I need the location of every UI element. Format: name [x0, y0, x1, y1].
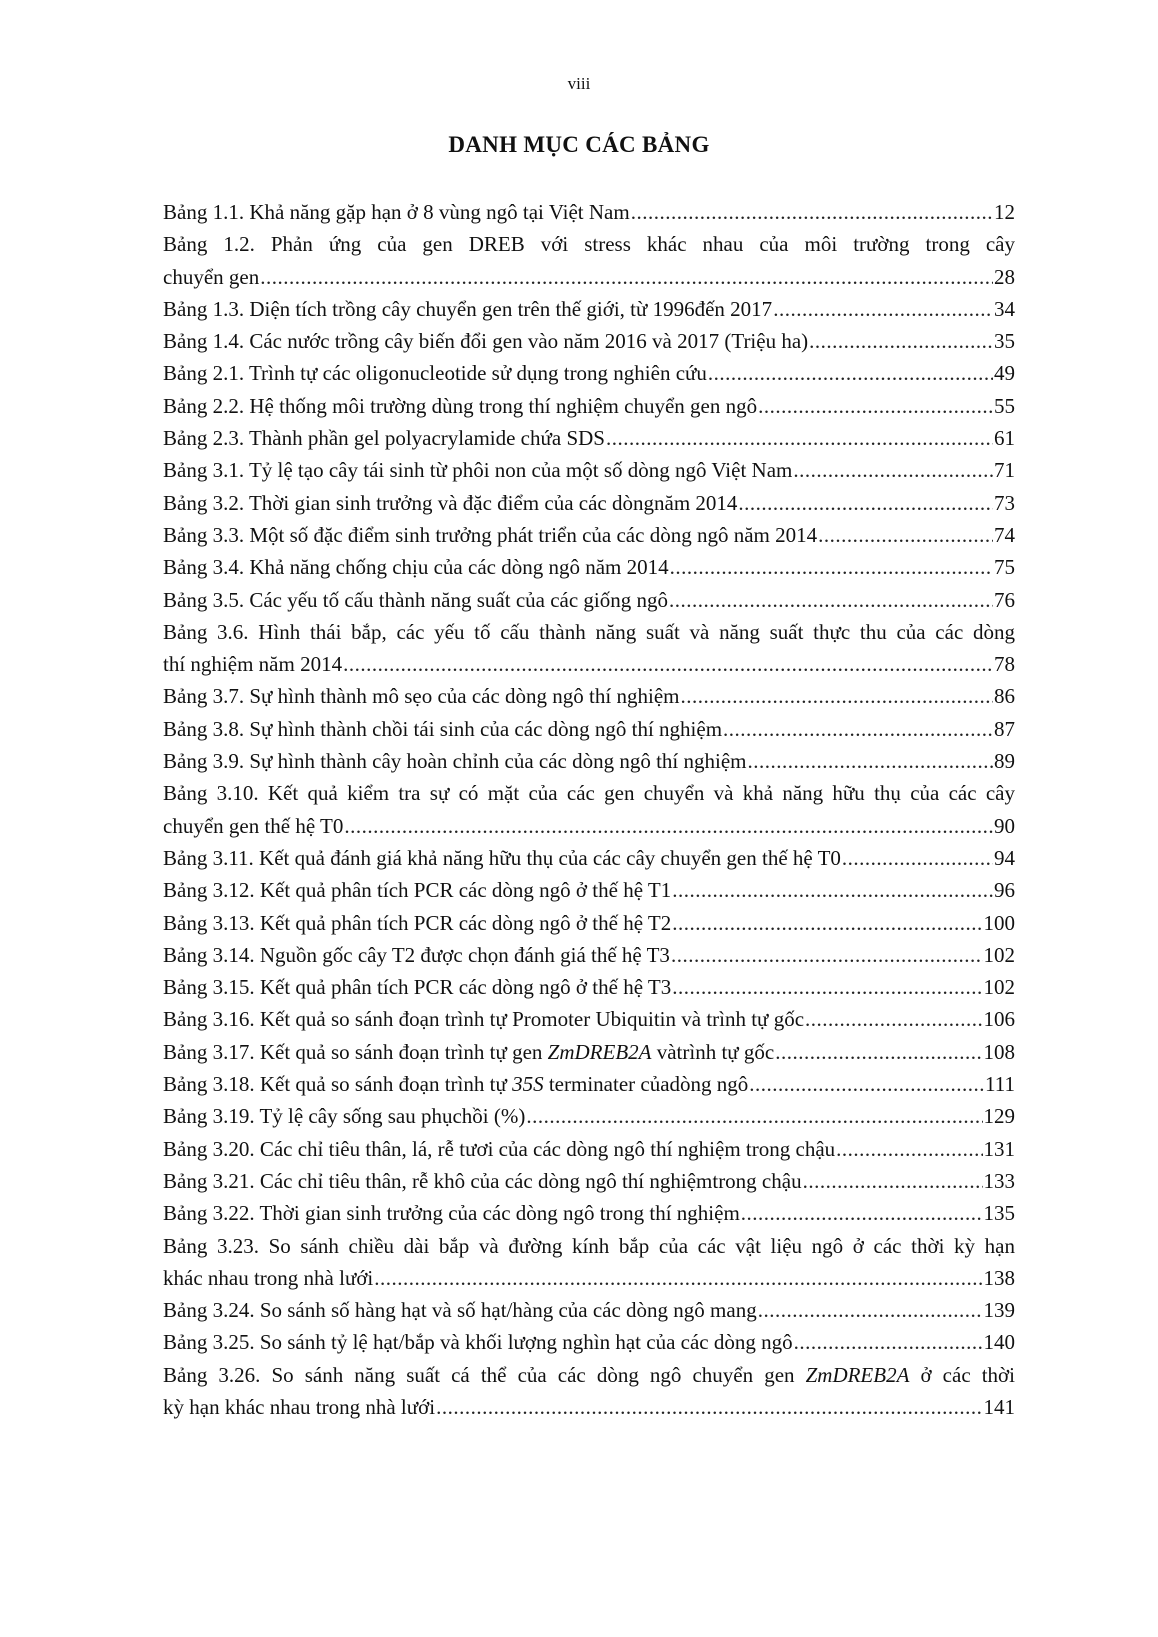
entry-title-cont: chuyển gen thế hệ T0 [163, 813, 344, 838]
toc-entry[interactable] [163, 680, 1015, 712]
leader-dots [741, 1197, 983, 1229]
entry-title: Bảng 3.2. Thời gian sinh trưởng và đặc điểm của các dòngnăm 2014 [163, 490, 738, 515]
gene-name: 35S [512, 1072, 544, 1097]
entry-page: 129 [983, 1104, 1015, 1129]
entry-page: 87 [994, 716, 1015, 741]
leader-dots [809, 325, 993, 357]
leader-dots [738, 487, 993, 519]
entry-page: 90 [994, 813, 1015, 838]
entry-page: 55 [994, 393, 1015, 418]
leader-dots [526, 1100, 982, 1132]
toc-entry[interactable] [163, 1036, 1015, 1068]
entry-title-cont: chuyển gen [163, 264, 260, 289]
entry-title: Bảng 3.15. Kết quả phân tích PCR các dòng ngô ở thế hệ T3 [163, 975, 672, 1000]
gene-name: ZmDREB2A [805, 1362, 910, 1387]
page-title: DANH MỤC CÁC BẢNG [448, 132, 710, 157]
toc-entry[interactable] [163, 1003, 1015, 1035]
entry-title [163, 1359, 1015, 1391]
entry-title: Bảng 3.20. Các chỉ tiêu thân, lá, rễ tươi của các dòng ngô thí nghiệm trong chậu [163, 1136, 836, 1161]
toc-entry[interactable] [163, 487, 1015, 519]
entry-page: 75 [994, 555, 1015, 580]
entry-title-cont: khác nhau trong nhà lưới [163, 1265, 374, 1290]
leader-dots [773, 293, 993, 325]
entry-page: 49 [994, 361, 1015, 386]
toc-entry[interactable] [163, 1197, 1015, 1229]
leader-dots [671, 939, 983, 971]
entry-title [163, 1068, 748, 1100]
leader-dots [842, 842, 993, 874]
toc-entry[interactable] [163, 939, 1015, 971]
leader-dots [775, 1036, 982, 1068]
entry-title: Bảng 3.23. So sánh chiều dài bắp và đường kính bắp của các vật liệu ngô ở các thời kỳ hạn [163, 1233, 1015, 1258]
entry-page: 100 [983, 910, 1015, 935]
entry-title: Bảng 3.24. So sánh số hàng hạt và số hạt/hàng của các dòng ngô mang [163, 1298, 757, 1323]
leader-dots [669, 584, 993, 616]
leader-dots [818, 519, 993, 551]
leader-dots [343, 648, 993, 680]
entry-title [163, 1036, 774, 1068]
toc-entry[interactable] [163, 842, 1015, 874]
leader-dots [672, 874, 993, 906]
toc-entry[interactable] [163, 357, 1015, 389]
leader-dots [793, 454, 993, 486]
entry-title: Bảng 3.13. Kết quả phân tích PCR các dòng ngô ở thế hệ T2 [163, 910, 672, 935]
leader-dots [260, 261, 993, 293]
gene-name: ZmDREB2A [547, 1039, 652, 1064]
entry-page: 78 [994, 652, 1015, 677]
entry-page: 76 [994, 587, 1015, 612]
toc-entry[interactable] [163, 616, 1015, 681]
toc-entry[interactable] [163, 1100, 1015, 1132]
entry-page: 61 [994, 426, 1015, 451]
leader-dots [794, 1326, 983, 1358]
entry-title-part: ở các thời [909, 1362, 1015, 1387]
entry-title: Bảng 1.1. Khả năng gặp hạn ở 8 vùng ngô tại Việt Nam [163, 200, 630, 224]
leader-dots [436, 1391, 982, 1423]
table-list [163, 196, 1015, 1423]
entry-page: 102 [983, 942, 1015, 967]
entry-title: Bảng 3.4. Khả năng chống chịu của các dòng ngô năm 2014 [163, 555, 669, 580]
toc-entry[interactable] [163, 454, 1015, 486]
entry-page: 12 [994, 200, 1015, 224]
toc-entry[interactable] [163, 551, 1015, 583]
leader-dots [344, 810, 993, 842]
entry-page: 140 [983, 1330, 1015, 1355]
entry-title: Bảng 3.21. Các chỉ tiêu thân, rễ khô của các dòng ngô thí nghiệmtrong chậu [163, 1168, 802, 1193]
entry-page: 135 [983, 1201, 1015, 1226]
page-number: viii [567, 74, 591, 93]
entry-page: 74 [994, 522, 1015, 547]
toc-entry[interactable] [163, 971, 1015, 1003]
toc-entry[interactable] [163, 422, 1015, 454]
leader-dots [374, 1262, 982, 1294]
toc-entry[interactable] [163, 874, 1015, 906]
toc-entry[interactable] [163, 1230, 1015, 1295]
entry-title: Bảng 3.6. Hình thái bắp, các yếu tố cấu thành năng suất và năng suất thực thu của các dòng [163, 619, 1015, 644]
entry-title: Bảng 3.16. Kết quả so sánh đoạn trình tự Promoter Ubiquitin và trình tự gốc [163, 1007, 805, 1032]
toc-entry[interactable] [163, 1068, 1015, 1100]
entry-title: Bảng 1.3. Diện tích trồng cây chuyển gen trên thế giới, từ 1996đến 2017 [163, 296, 773, 321]
leader-dots [749, 1068, 984, 1100]
entry-page: 133 [983, 1168, 1015, 1193]
toc-entry[interactable] [163, 1133, 1015, 1165]
entry-title: Bảng 3.7. Sự hình thành mô sẹo của các dòng ngô thí nghiệm [163, 684, 680, 709]
leader-dots [748, 745, 993, 777]
entry-title: Bảng 3.25. So sánh tỷ lệ hạt/bắp và khối lượng nghìn hạt của các dòng ngô [163, 1330, 793, 1355]
entry-page: 34 [994, 296, 1015, 321]
entry-page: 106 [983, 1007, 1015, 1032]
entry-title: Bảng 3.22. Thời gian sinh trưởng của các dòng ngô trong thí nghiệm [163, 1201, 740, 1226]
toc-entry[interactable] [163, 325, 1015, 357]
leader-dots [805, 1003, 982, 1035]
leader-dots [758, 390, 993, 422]
entry-page: 28 [994, 264, 1015, 289]
entry-title: Bảng 3.10. Kết quả kiểm tra sự có mặt của các gen chuyển và khả năng hữu thụ của các cây [163, 781, 1015, 806]
entry-page: 73 [994, 490, 1015, 515]
leader-dots [672, 907, 982, 939]
leader-dots [803, 1165, 983, 1197]
toc-entry[interactable] [163, 519, 1015, 551]
entry-title-cont: thí nghiệm năm 2014 [163, 652, 343, 677]
toc-entry[interactable] [163, 907, 1015, 939]
entry-title-part: Bảng 3.26. So sánh năng suất cá thể của các dòng ngô chuyển gen [163, 1362, 806, 1387]
toc-entry[interactable] [163, 228, 1015, 293]
entry-title: Bảng 2.3. Thành phần gel polyacrylamide chứa SDS [163, 426, 605, 451]
entry-title: Bảng 3.9. Sự hình thành cây hoàn chỉnh của các dòng ngô thí nghiệm [163, 749, 747, 774]
leader-dots [708, 357, 993, 389]
entry-title: Bảng 3.11. Kết quả đánh giá khả năng hữu thụ của các cây chuyển gen thế hệ T0 [163, 845, 841, 870]
entry-title: Bảng 3.3. Một số đặc điểm sinh trưởng phát triển của các dòng ngô năm 2014 [163, 522, 818, 547]
toc-entry[interactable] [163, 1326, 1015, 1358]
entry-title: Bảng 1.4. Các nước trồng cây biến đổi gen vào năm 2016 và 2017 (Triệu ha) [163, 329, 809, 354]
toc-entry[interactable] [163, 390, 1015, 422]
entry-page: 71 [994, 458, 1015, 483]
entry-title: Bảng 1.2. Phản ứng của gen DREB với stress khác nhau của môi trường trong cây [163, 232, 1015, 257]
entry-title-part: Bảng 3.17. Kết quả so sánh đoạn trình tự gen [163, 1039, 548, 1064]
entry-title: Bảng 3.1. Tỷ lệ tạo cây tái sinh từ phôi non của một số dòng ngô Việt Nam [163, 458, 793, 483]
entry-page: 89 [994, 749, 1015, 774]
entry-page: 131 [983, 1136, 1015, 1161]
entry-title-part: vàtrình tự gốc [651, 1039, 775, 1064]
leader-dots [631, 196, 993, 228]
entry-title: Bảng 2.1. Trình tự các oligonucleotide sử dụng trong nghiên cứu [163, 361, 707, 386]
entry-title: Bảng 3.14. Nguồn gốc cây T2 được chọn đánh giá thế hệ T3 [163, 942, 670, 967]
entry-title: Bảng 3.8. Sự hình thành chồi tái sinh của các dòng ngô thí nghiệm [163, 716, 723, 741]
entry-page: 96 [994, 878, 1015, 903]
toc-entry[interactable] [163, 1359, 1015, 1424]
leader-dots [836, 1133, 982, 1165]
toc-entry[interactable] [163, 745, 1015, 777]
entry-title: Bảng 2.2. Hệ thống môi trường dùng trong thí nghiệm chuyển gen ngô [163, 393, 758, 418]
leader-dots [723, 713, 993, 745]
entry-page: 35 [994, 329, 1015, 354]
entry-page: 111 [985, 1072, 1015, 1097]
leader-dots [680, 680, 993, 712]
leader-dots [606, 422, 993, 454]
toc-entry[interactable] [163, 584, 1015, 616]
entry-page: 108 [983, 1039, 1015, 1064]
toc-entry[interactable] [163, 293, 1015, 325]
leader-dots [670, 551, 993, 583]
entry-page: 102 [983, 975, 1015, 1000]
entry-page: 138 [983, 1265, 1015, 1290]
entry-title-cont: kỳ hạn khác nhau trong nhà lưới [163, 1394, 436, 1419]
toc-entry[interactable] [163, 777, 1015, 842]
entry-page: 94 [994, 845, 1015, 870]
entry-page: 139 [983, 1298, 1015, 1323]
entry-title: Bảng 3.5. Các yếu tố cấu thành năng suất của các giống ngô [163, 587, 669, 612]
entry-page: 141 [983, 1394, 1015, 1419]
entry-title: Bảng 3.12. Kết quả phân tích PCR các dòng ngô ở thế hệ T1 [163, 878, 672, 903]
entry-title-part: terminater củadòng ngô [543, 1072, 749, 1097]
entry-title-part: Bảng 3.18. Kết quả so sánh đoạn trình tự [163, 1072, 513, 1097]
entry-title: Bảng 3.19. Tỷ lệ cây sống sau phụchồi (%) [163, 1104, 526, 1129]
toc-entry[interactable] [163, 1165, 1015, 1197]
leader-dots [758, 1294, 983, 1326]
toc-entry[interactable] [163, 1294, 1015, 1326]
toc-entry[interactable] [163, 196, 1015, 228]
leader-dots [672, 971, 982, 1003]
entry-page: 86 [994, 684, 1015, 709]
toc-entry[interactable] [163, 713, 1015, 745]
